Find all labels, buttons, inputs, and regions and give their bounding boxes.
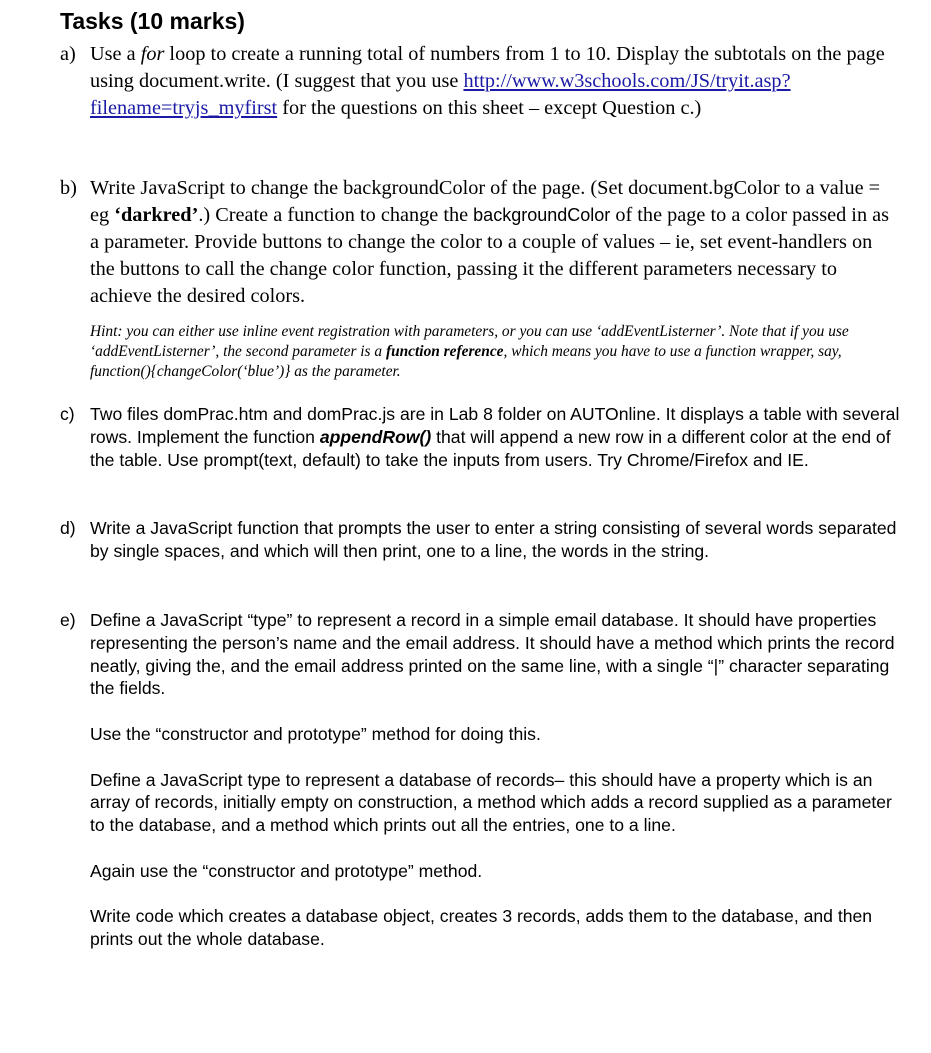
- task-e: [60, 609, 900, 984]
- task-e-para-3: Define a JavaScript type to represent a database of records– this should have a property which is an array of records, initially empty on construction, a method which adds a record supplied as a parameter to the database, and a method which prints out all the entries, one to a line.: [90, 769, 892, 836]
- task-b-label: b): [60, 177, 77, 199]
- task-a-text: Use a for loop to create a running total of numbers from 1 to 10. Display the subtotals on the page using document.write. (I suggest that you use http://www.w3schools.com/JS/tryit.asp?filename=tryjs_myfirst for the questions on this sheet – except Question c.): [90, 43, 885, 119]
- task-d-text: Write a JavaScript function that prompts the user to enter a string consisting of several words separated by single spaces, and which will then print, one to a line, the words in the string.: [90, 518, 897, 561]
- for-keyword: for: [140, 43, 165, 65]
- task-b: [60, 175, 900, 390]
- task-a: [60, 41, 900, 153]
- darkred-value: ‘darkred’: [114, 204, 199, 226]
- task-c-label: c): [60, 404, 75, 424]
- task-e-para-1: Define a JavaScript “type” to represent a record in a simple email database. It should have properties representing the person’s name and the email address. It should have a method which prints the record neatly, giving the, and the email address printed on the same line, with a single “|” character separating the fields.: [90, 610, 895, 699]
- task-c: [60, 403, 900, 498]
- task-e-label: e): [60, 610, 76, 630]
- task-a-label: a): [60, 43, 76, 65]
- task-d-label: d): [60, 518, 76, 538]
- task-e-para-2: Use the “constructor and prototype” method for doing this.: [90, 723, 541, 744]
- w3schools-link[interactable]: http://www.w3schools.com/JS/tryit.asp?filename=tryjs_myfirst: [90, 70, 791, 119]
- task-b-text: Write JavaScript to change the backgroundColor of the page. (Set document.bgColor to a value = eg ‘darkred’.) Create a function to change the backgroundColor of the page to a color passed in as a parameter. Provide buttons to change the color to a couple of values – ie, set event-handlers on the buttons to call the change color function, passing it the different parameters necessary to achieve the desired colors.: [90, 177, 890, 307]
- append-row-function: appendRow(): [319, 426, 432, 447]
- page-title: Tasks (10 marks): [60, 8, 245, 34]
- task-e-para-5: Write code which creates a database object, creates 3 records, adds them to the database, and then prints out the whole database.: [90, 906, 873, 950]
- task-e-para-4: Again use the “constructor and prototype” method.: [90, 860, 483, 881]
- task-b-hint: Hint: you can either use inline event registration with parameters, or you can use ‘addEventListerner’. Note that if you use ‘addEventListerner’, the second parameter is a function reference, which means you have to use a function wrapper, say, function(){changeColor(‘blue’)} as the parameter.: [90, 323, 849, 381]
- task-c-text: Two files domPrac.htm and domPrac.js are in Lab 8 folder on AUTOnline. It displays a table with several rows. Implement the function appendRow() that will append a new row in a different color at the end of the table. Use prompt(text, default) to take the inputs from users. Try Chrome/Firefox and IE.: [90, 404, 900, 470]
- task-d: [60, 517, 900, 589]
